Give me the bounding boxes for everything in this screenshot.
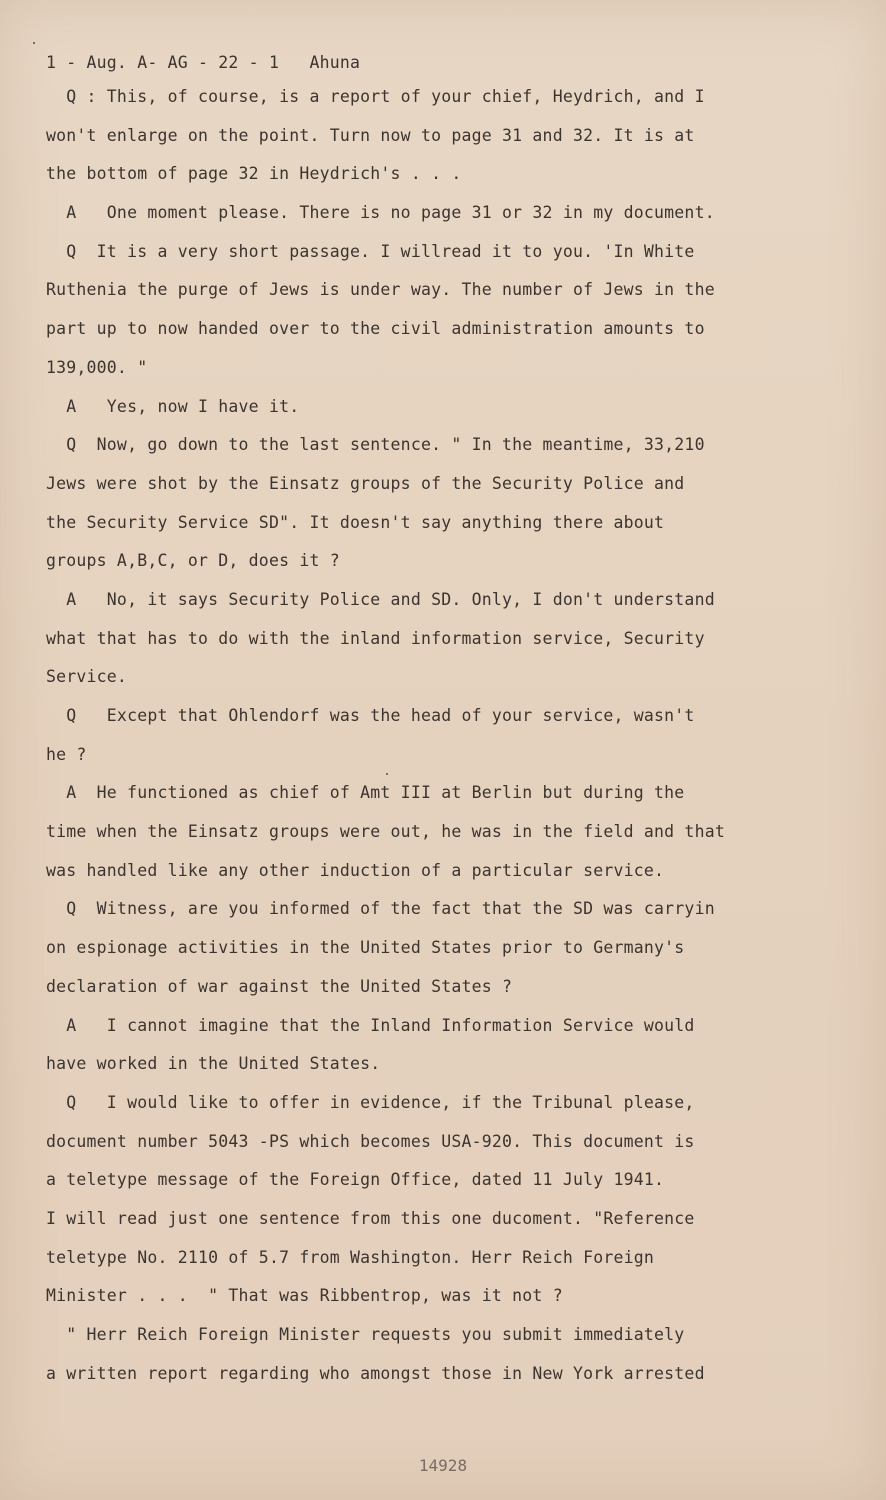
- page-header: 1 - Aug. A- AG - 22 - 1 Ahuna: [46, 53, 361, 72]
- transcript-line: " Herr Reich Foreign Minister requests you submit immediately: [46, 1325, 685, 1344]
- transcript-line: have worked in the United States.: [46, 1054, 381, 1074]
- transcript-line: A No, it says Security Police and SD. Only, I don't understand: [46, 589, 715, 609]
- transcript-body: [46, 78, 846, 1393]
- transcript-line: A He functioned as chief of Amt III at Berlin but during the: [46, 783, 685, 803]
- transcript-line: document number 5043 -PS which becomes USA-920. This document is: [46, 1131, 695, 1151]
- transcript-line: Q : This, of course, is a report of your chief, Heydrich, and I: [46, 87, 705, 106]
- transcript-line: groups A,B,C, or D, does it ?: [46, 551, 340, 571]
- transcript-line: Q Except that Ohlendorf was the head of your service, wasn't: [46, 706, 695, 725]
- transcript-line: Ruthenia the purge of Jews is under way. The number of Jews in the: [46, 280, 715, 300]
- transcript-line: Q Witness, are you informed of the fact that the SD was carryin: [46, 899, 715, 919]
- transcript-line: what that has to do with the inland information service, Security: [46, 628, 705, 648]
- transcript-line: a teletype message of the Foreign Office, dated 11 July 1941.: [46, 1170, 665, 1190]
- transcript-line: A I cannot imagine that the Inland Information Service would: [46, 1015, 695, 1035]
- transcript-line: the bottom of page 32 in Heydrich's . . .: [46, 164, 462, 184]
- transcript-line: the Security Service SD". It doesn't say anything there about: [46, 512, 665, 532]
- transcript-line: Q It is a very short passage. I willread it to you. 'In White: [46, 241, 695, 261]
- transcript-line: Service.: [46, 667, 128, 687]
- transcript-line: teletype No. 2110 of 5.7 from Washington. Herr Reich Foreign: [46, 1247, 655, 1267]
- transcript-line: a written report regarding who amongst those in New York arrested: [46, 1363, 705, 1383]
- transcript-line: he ?: [46, 744, 87, 764]
- transcript-line: declaration of war against the United States ?: [46, 976, 513, 996]
- transcript-text: [46, 48, 846, 1393]
- transcript-line: I will read just one sentence from this one ducoment. "Reference: [46, 1208, 695, 1228]
- transcript-line: time when the Einsatz groups were out, he was in the field and that: [46, 822, 725, 842]
- transcript-line: was handled like any other induction of a particular service.: [46, 860, 665, 880]
- transcript-line: A One moment please. There is no page 31 or 32 in my document.: [46, 203, 715, 223]
- transcript-line: on espionage activities in the United States prior to Germany's: [46, 938, 685, 958]
- transcript-line: Q Now, go down to the last sentence. " In the meantime, 33,210: [46, 435, 705, 455]
- transcript-line: Q I would like to offer in evidence, if the Tribunal please,: [46, 1092, 695, 1112]
- transcript-line: Minister . . . " That was Ribbentrop, was it not ?: [46, 1286, 563, 1306]
- ink-speck: [33, 42, 35, 44]
- transcript-line: part up to now handed over to the civil administration amounts to: [46, 319, 705, 339]
- transcript-line: Jews were shot by the Einsatz groups of the Security Police and: [46, 473, 685, 493]
- transcript-line: A Yes, now I have it.: [46, 396, 300, 416]
- page-number: 14928: [418, 1456, 468, 1475]
- transcript-line: 139,000. ": [46, 357, 148, 377]
- transcript-line: won't enlarge on the point. Turn now to page 31 and 32. It is at: [46, 125, 695, 145]
